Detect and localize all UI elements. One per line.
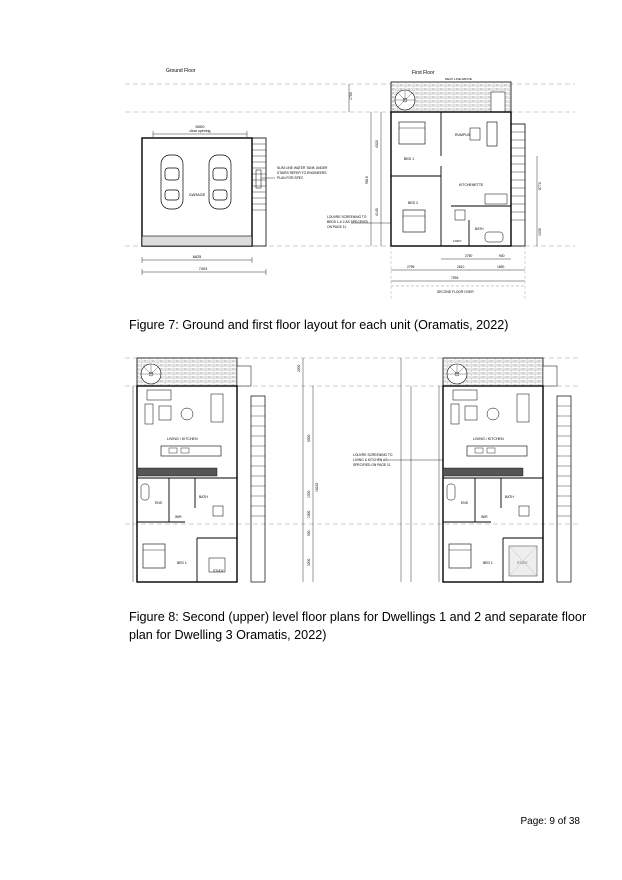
room-ens-right: ENS xyxy=(461,501,468,505)
dim-h5: 1690 xyxy=(497,265,505,269)
kitchen-island-icon xyxy=(467,446,527,456)
note-tank-3: PLAN FOR SPEC xyxy=(277,176,304,180)
note-tank-2: STAIRS REFER TO ENGINEERS xyxy=(277,171,327,175)
dim-d: 1900 xyxy=(307,510,311,518)
opening-label: clear opening xyxy=(189,129,211,133)
bath-icon xyxy=(141,484,149,500)
ground-floor-plan xyxy=(142,68,353,275)
figure-8-floor-plans xyxy=(125,352,580,604)
kitchen-island-icon xyxy=(161,446,221,456)
dim-f: 3200 xyxy=(307,558,311,566)
room-bed1: BED 1 xyxy=(404,157,415,161)
room-study-left: STUDY xyxy=(213,569,224,573)
dim-side: 1750 xyxy=(349,92,353,100)
room-wir-right: WIR xyxy=(481,515,488,519)
note-tank-1: SLIM LINE WATER TANK UNDER xyxy=(277,166,328,170)
second-floor-over: SECOND FLOOR OVER xyxy=(437,290,474,294)
sofa-icon xyxy=(147,390,171,400)
dim-width-a: 6625 xyxy=(192,255,202,259)
dim-v2: 9815 xyxy=(365,176,369,184)
dim-v3: 4145 xyxy=(375,208,379,216)
room-bath-left: BATH xyxy=(199,495,208,499)
dim-h4: 2610 xyxy=(457,265,465,269)
car-icon xyxy=(209,155,231,209)
room-bath-right: BATH xyxy=(505,495,514,499)
upper-level-plan-left xyxy=(133,358,265,582)
dining-table-icon xyxy=(517,394,529,422)
first-floor-title: First Floor xyxy=(412,70,435,76)
room-bed2: BED 2 xyxy=(408,201,419,205)
first-floor-plan xyxy=(327,70,542,300)
dim-total: 15240 xyxy=(315,482,319,492)
figure-7-floor-plans xyxy=(125,60,577,310)
figure-7-caption: Figure 7: Ground and first floor layout for each unit (Oramatis, 2022) xyxy=(129,318,509,332)
note-louvre-1: LOUVRE SCREENING TO xyxy=(353,453,393,457)
upper-level-plan-right xyxy=(439,358,571,582)
dim-opening: 6000 xyxy=(195,124,205,129)
car-icon xyxy=(161,155,183,209)
figure-8-caption-line2: plan for Dwelling 3 Oramatis, 2022) xyxy=(129,628,327,642)
table-icon xyxy=(181,408,193,420)
bed-icon xyxy=(403,210,425,232)
room-ens-left: ENS xyxy=(155,501,162,505)
note-louvre-3: ON PAGE 11 xyxy=(327,225,347,229)
room-garage: GARAGE xyxy=(188,193,206,197)
kitchen-bench-icon xyxy=(485,194,507,204)
dim-b: 5000 xyxy=(307,434,311,442)
dim-c: 1300 xyxy=(307,490,311,498)
room-living-left: LIVING / KITCHEN xyxy=(167,437,198,441)
dim-a: 2200 xyxy=(297,364,301,372)
note-louvre-2: LIVING & KITCHEN AS xyxy=(353,458,388,462)
page-number: Page: 9 of 38 xyxy=(520,816,580,827)
dim-v1: 4320 xyxy=(375,140,379,148)
table-icon xyxy=(487,408,499,420)
dim-width-b: 7403 xyxy=(198,267,208,271)
dim-h2: 900 xyxy=(499,254,505,258)
dining-table-icon xyxy=(211,394,223,422)
figure-8-caption-line1: Figure 8: Second (upper) level floor plans for Dwellings 1 and 2 and separate floor xyxy=(129,610,587,624)
room-bath: BATH xyxy=(475,227,484,231)
bed-icon xyxy=(449,544,471,568)
dim-v5: 1030 xyxy=(538,228,542,236)
dim-h3: 2795 xyxy=(407,265,415,269)
sofa-icon xyxy=(487,122,497,146)
dimension-chain xyxy=(303,358,411,582)
bath-icon xyxy=(485,232,503,242)
bed-icon xyxy=(399,122,425,144)
dim-v4: 8770 xyxy=(538,182,542,190)
room-bed1-right: BED 1 xyxy=(483,561,493,565)
dim-e: 900 xyxy=(307,530,311,536)
dim-h6: 7093 xyxy=(451,276,459,280)
ground-floor-title: Ground Floor xyxy=(166,68,196,74)
note-louvre-3: SPECIFIED ON PAGE 11 xyxy=(353,463,391,467)
room-laundry: L'DRY xyxy=(453,239,462,243)
deck-line-label: DECK LINE ABOVE xyxy=(445,77,472,81)
bed-icon xyxy=(143,544,165,568)
note-louvre-1: LOUVRE SCREENING TO xyxy=(327,215,367,219)
room-bed1-left: BED 1 xyxy=(177,561,187,565)
dim-h1: 2750 xyxy=(465,254,473,258)
room-study-right: STUDY xyxy=(517,561,528,565)
room-kitchenette: KITCHENETTE xyxy=(459,183,484,187)
room-living-right: LIVING / KITCHEN xyxy=(473,437,504,441)
room-rumpus: RUMPUS xyxy=(455,133,471,137)
note-louvre-2: BEDS 1 & 2 AS SPECIFIED xyxy=(327,220,369,224)
sofa-icon xyxy=(453,390,477,400)
bath-icon xyxy=(447,484,455,500)
room-wir-left: WIR xyxy=(175,515,182,519)
